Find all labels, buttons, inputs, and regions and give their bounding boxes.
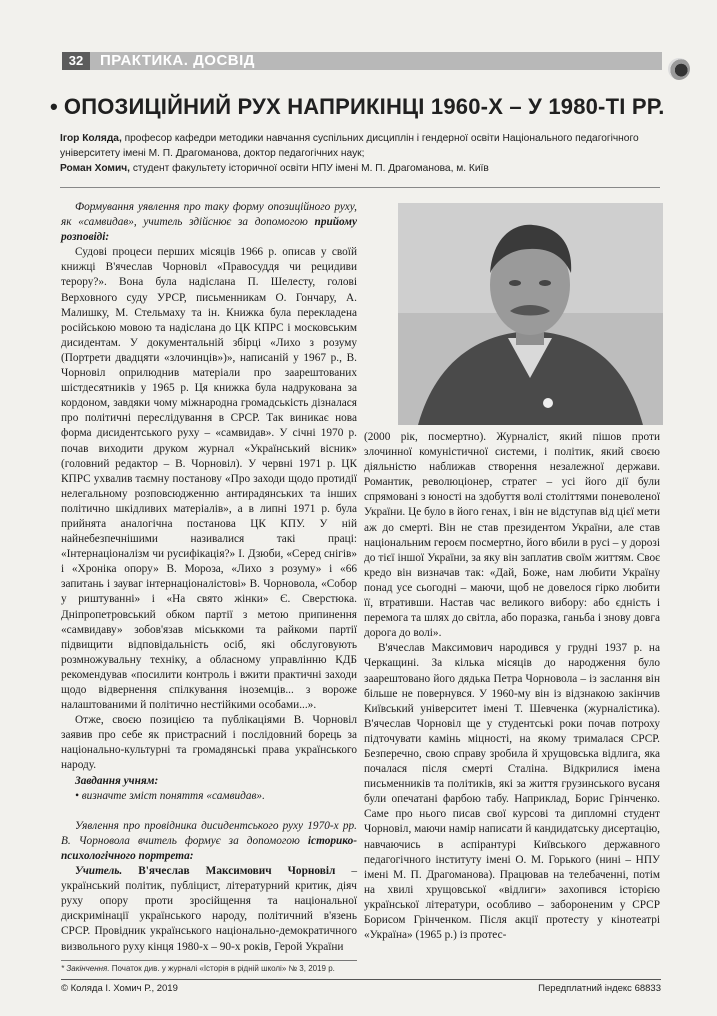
author-credits bbox=[60, 131, 660, 176]
title-divider bbox=[60, 187, 660, 188]
intro-method: прийому розповіді: bbox=[61, 216, 357, 244]
teacher-text: – український політик, публіцист, літературний критик, діяч руху опору проти зросійщення та національної дискримінації українського народу, політичний в'язень СРСР. Провідник українського національно-демократичного визвольного руху кінця 1980-х – 90-х років, Герой України bbox=[61, 865, 357, 953]
footnote-label: * Закінчення. bbox=[61, 964, 110, 973]
copyright: © Коляда І. Хомич Р., 2019 bbox=[61, 983, 178, 994]
subscription-index: Передплатний індекс 68833 bbox=[538, 983, 661, 994]
task-bullet: • визначте зміст поняття «самвидав». bbox=[75, 789, 265, 802]
teacher-paragraph bbox=[61, 864, 357, 955]
page-number: 32 bbox=[62, 52, 90, 70]
article-title: • ОПОЗИЦІЙНИЙ РУХ НАПРИКІНЦІ 1960-Х – У 1980-ТІ РР. bbox=[50, 94, 665, 119]
body-paragraph: Отже, своєю позицією та публікаціями В. Чорновіл заявив про себе як пристрасний і послідовний борець за національно-культурні та громадянські права українського народу. bbox=[61, 714, 357, 772]
author2-desc: студент факультету історичної освіти НПУ імені М. П. Драгоманова, м. Київ bbox=[129, 163, 489, 174]
teacher-name: В'ячеслав Максимович Чорновіл bbox=[122, 865, 336, 878]
column-right bbox=[364, 430, 660, 943]
author2-name: Роман Хомич, bbox=[60, 163, 130, 174]
teacher-label: Учитель. bbox=[75, 865, 123, 878]
intro2-text: Уявлення про провідника дисидентського руху 1970-х рр. В. Чорновола вчитель формує за допомогою bbox=[61, 819, 357, 847]
article-title-text: ОПОЗИЦІЙНИЙ РУХ НАПРИКІНЦІ 1960-Х – У 1980-ТІ РР. bbox=[63, 94, 665, 119]
body-paragraph: В'ячеслав Максимович народився у грудні 1937 р. на Черкащині. За кілька місяців до народження було заарештовано його дядька Петра Чорновола – із заслання він більше не повернувся. У 1960-му він із відзнакою закінчив Київський університет імені Т. Шевченка (журналістика). В'ячеслав Чорновіл ще у студентські роки почав потроху підточувати камінь міцності, на якому трималася СРСР. Безперечно, свою справу зробила й хрущовська відлига, яка почалася після смерті Сталіна. Відкрилися імена письменників та політиків, які за життя грузинського вусаня були опечатані фарбою табу. Наприклад, Борис Грінченко. Саме про нього писав свої курсові та дипломні студент Чорновіл, маючи намір написати й кандидатську дисертацію, навчаючись в аспірантурі Київського державного педагогічного інституту імені О. М. Горького (нині – НПУ імені М. П. Драгоманова). Працював на телебаченні, потім на хвилі хрущовської «відлиги» захопився історією української літератури, особливо – забороненим у СРСР Борисом Грінченком. Після акції протесту у кінотеатрі «Україна» (1965 р.) із протес- bbox=[364, 642, 660, 942]
intro2-method: історико-психологічного портрета: bbox=[61, 834, 357, 862]
journal-logo-icon bbox=[668, 58, 690, 80]
column-left bbox=[61, 200, 357, 955]
footer-divider bbox=[61, 979, 661, 980]
footnote-text: Початок див. у журналі «Історія в рідній школі» № 3, 2019 р. bbox=[109, 964, 335, 973]
author1-name: Ігор Коляда, bbox=[60, 133, 122, 144]
body-paragraph: Судові процеси перших місяців 1966 р. описав у своїй книжці В'ячеслав Чорновіл «Правосуддя чи рецидиви терору?». Вона була надіслана П. Шелесту, голові Верховного суду УРСР, письменникам О. Гончару, А. Малишку, М. Стельмаху та ін. Книжка була перекладена російською мовою та надіслана до ЦК КПРС і московським дисидентам. У документальній збірці «Лихо з розуму (Портрети двадцяти «злочинців»)», написаній у 1967 р., В. Чорновіл оприлюднив матеріали про заарештованих шістдесятників у 1965 р. Ця книжка була надрукована за кордоном, завдяки чому міжнародна громадськість дізналася про політичні переслідування в СРСР. Так виникає нова форма дисидентського руху – «самвидав». У січні 1970 р. почав виходити друком журнал «Український вісник» (головний редактор – В. Чорновіл). У червні 1971 р. ЦК КПРС ухвалив таємну постанову «Про заходи щодо протидії нелегальному розповсюдженню антирадянських та інших політично шкідливих матеріалів», а в липні 1971 р. була прийнята аналогічна постанова ЦК КПУ. У ній найнебезпечнішими називалися такі праці: «Інтернаціоналізм чи русифікація?» І. Дзюби, «Серед снігів» і «Хроніка опору» В. Мороза, «Лихо з розуму» і «66 запитань і зауваг інтернаціоналістові» В. Чорновола, «Собор у риштуванні» і «На свято жінки» Є. Сверстюка. Дніпропетровський обком партії з метою припинення «самвидаву» зобов'язав міськкоми та райкоми партії підвищити відповідальність осіб, які обслуговують розмножувальну техніку, а обласному управлінню КДБ рекомендував «посилити контроль і вжити практичні заходи щодо відвернення спілкування іноземців... з вороже налаштованими й політично нестійкими особами...». bbox=[61, 246, 357, 712]
task-label: Завдання учням: bbox=[75, 774, 159, 787]
intro-paragraph-2 bbox=[61, 819, 357, 864]
author1-desc: професор кафедри методики навчання суспільних дисциплін і гендерної освіти Національного педагогічного університету імені М. П. Драгоманова, доктор педагогічних наук; bbox=[60, 133, 639, 159]
footnote-divider bbox=[61, 960, 357, 961]
body-paragraph: (2000 рік, посмертно). Журналіст, який пішов проти злочинної комуністичної системи, і політик, який своєю діяльністю наближав створення незалежної держави. Романтик, революціонер, стратег – усі його дії були спрямовані з юності на здобуття волі століттями поневоленої України. Це було в його генах, і він не відступав від цієї мети аж до смерті. Він не став президентом України, але став національним героєм посмертно, його вбили в русі – у дорозі до тієї іншої України, за яку він заплатив своїм життям. Своє кредо він визначав так: «Дай, Боже, нам любити Україну понад усе сьогодні – маючи, щоб не довелося гірко любити її, втративши. Настав час великого вибору: або єдність і перемога та шлях до світла, або поразка, ганьба і знову довга дорога до волі». bbox=[364, 431, 660, 640]
portrait-photo bbox=[398, 203, 663, 425]
footnote bbox=[61, 964, 357, 973]
section-title: ПРАКТИКА. ДОСВІД bbox=[100, 52, 255, 69]
portrait-illustration bbox=[398, 203, 663, 425]
intro-text: Формування уявлення про таку форму опозиційного руху, як «самвидав», учитель здійснює за допомогою bbox=[61, 201, 357, 229]
intro-paragraph bbox=[61, 200, 357, 245]
